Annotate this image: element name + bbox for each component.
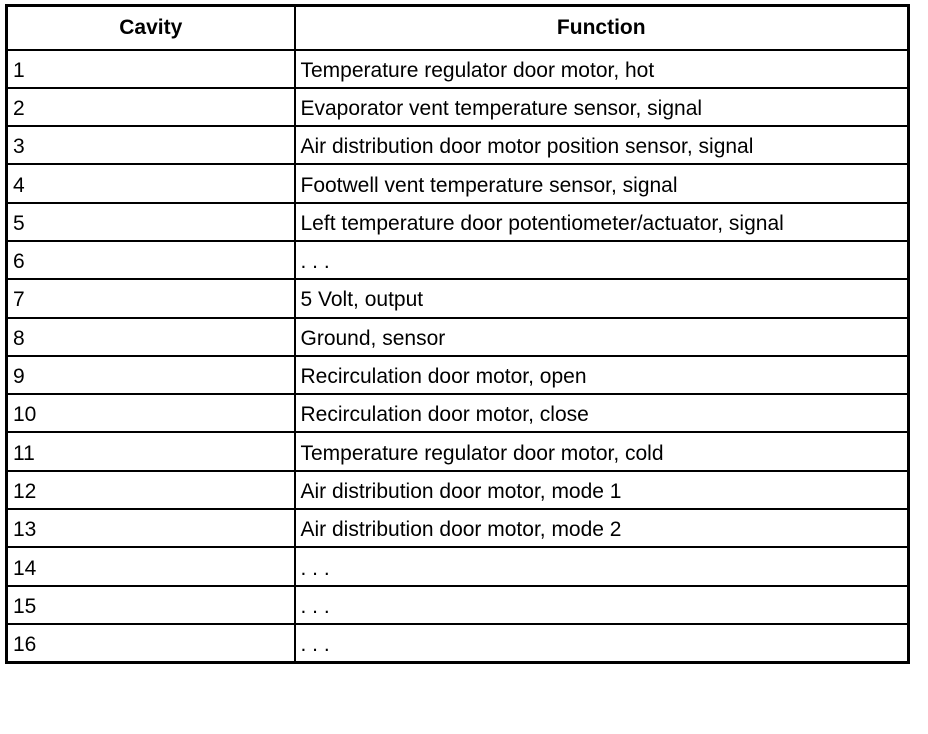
function-cell: Recirculation door motor, open bbox=[295, 356, 909, 394]
function-cell: Recirculation door motor, close bbox=[295, 394, 909, 432]
function-cell: Ground, sensor bbox=[295, 318, 909, 356]
table-row bbox=[7, 126, 909, 164]
pinout-table-container bbox=[5, 4, 907, 664]
function-cell: . . . bbox=[295, 586, 909, 624]
header-function: Function bbox=[295, 6, 909, 50]
function-cell: Air distribution door motor, mode 1 bbox=[295, 471, 909, 509]
function-cell: Air distribution door motor, mode 2 bbox=[295, 509, 909, 547]
table-row bbox=[7, 241, 909, 279]
header-row bbox=[7, 6, 909, 50]
pinout-table bbox=[5, 4, 910, 664]
cavity-cell: 9 bbox=[7, 356, 295, 394]
table-row bbox=[7, 279, 909, 317]
table-row bbox=[7, 547, 909, 585]
cavity-cell: 14 bbox=[7, 547, 295, 585]
cavity-cell: 2 bbox=[7, 88, 295, 126]
cavity-cell: 16 bbox=[7, 624, 295, 662]
function-cell: Footwell vent temperature sensor, signal bbox=[295, 164, 909, 202]
table-row bbox=[7, 432, 909, 470]
cavity-cell: 6 bbox=[7, 241, 295, 279]
function-cell: Air distribution door motor position sensor, signal bbox=[295, 126, 909, 164]
table-row bbox=[7, 203, 909, 241]
table-row bbox=[7, 356, 909, 394]
cavity-cell: 15 bbox=[7, 586, 295, 624]
cavity-cell: 4 bbox=[7, 164, 295, 202]
table-row bbox=[7, 471, 909, 509]
table-row bbox=[7, 586, 909, 624]
function-cell: Temperature regulator door motor, cold bbox=[295, 432, 909, 470]
table-row bbox=[7, 509, 909, 547]
table-row bbox=[7, 318, 909, 356]
table-row bbox=[7, 50, 909, 88]
function-cell: Evaporator vent temperature sensor, signal bbox=[295, 88, 909, 126]
cavity-cell: 13 bbox=[7, 509, 295, 547]
function-cell: Left temperature door potentiometer/actuator, signal bbox=[295, 203, 909, 241]
function-cell: . . . bbox=[295, 241, 909, 279]
table-header bbox=[7, 6, 909, 50]
table-body bbox=[7, 50, 909, 663]
cavity-cell: 8 bbox=[7, 318, 295, 356]
cavity-cell: 7 bbox=[7, 279, 295, 317]
function-cell: . . . bbox=[295, 624, 909, 662]
table-row bbox=[7, 624, 909, 662]
cavity-cell: 5 bbox=[7, 203, 295, 241]
cavity-cell: 12 bbox=[7, 471, 295, 509]
table-row bbox=[7, 164, 909, 202]
cavity-cell: 1 bbox=[7, 50, 295, 88]
function-cell: 5 Volt, output bbox=[295, 279, 909, 317]
function-cell: Temperature regulator door motor, hot bbox=[295, 50, 909, 88]
cavity-cell: 10 bbox=[7, 394, 295, 432]
table-row bbox=[7, 88, 909, 126]
cavity-cell: 3 bbox=[7, 126, 295, 164]
function-cell: . . . bbox=[295, 547, 909, 585]
table-row bbox=[7, 394, 909, 432]
cavity-cell: 11 bbox=[7, 432, 295, 470]
header-cavity: Cavity bbox=[7, 6, 295, 50]
